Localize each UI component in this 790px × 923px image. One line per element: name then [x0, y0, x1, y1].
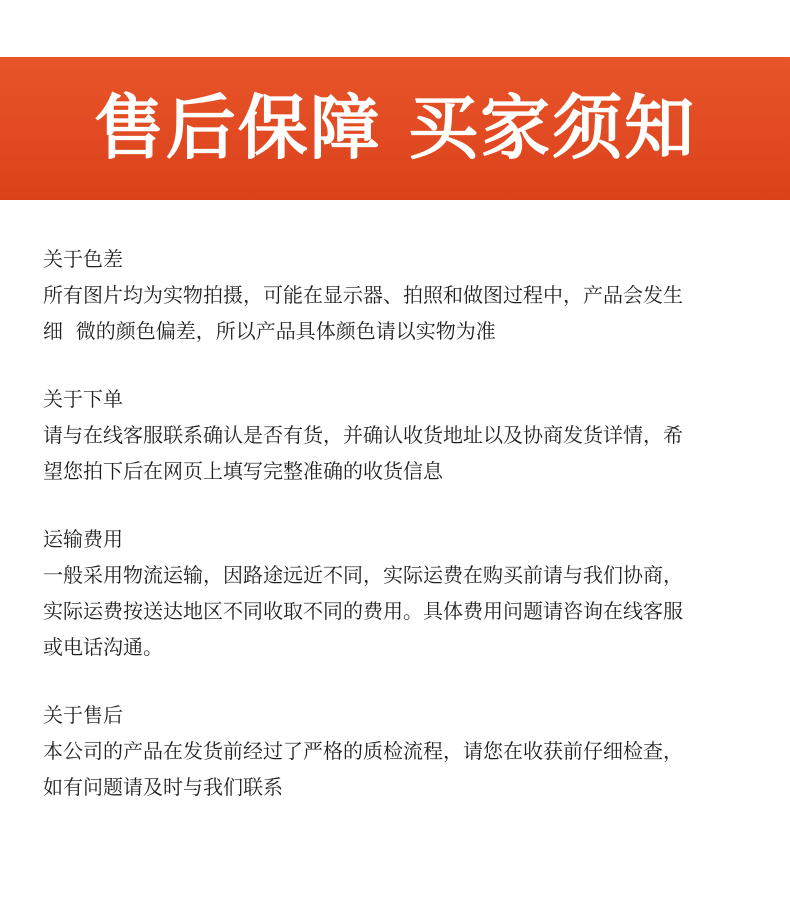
- section-title: 关于下单: [43, 387, 123, 411]
- section-text-line: 请与在线客服联系确认是否有货，并确认收货地址以及协商发货详情，希: [43, 423, 683, 447]
- section-text-line: 本公司的产品在发货前经过了严格的质检流程，请您在收获前仔细检查，: [43, 739, 683, 763]
- page-title: 售后保障 买家须知: [93, 86, 697, 169]
- section-title: 关于色差: [43, 247, 123, 271]
- section-color-difference: [43, 241, 753, 349]
- section-text-line: 望您拍下后在网页上填写完整准确的收货信息: [43, 459, 443, 483]
- section-ordering: [43, 381, 753, 489]
- section-after-sales: [43, 697, 753, 805]
- section-text-line: 细 微的颜色偏差，所以产品具体颜色请以实物为准: [43, 319, 496, 343]
- section-title: 运输费用: [43, 527, 123, 551]
- section-text-line: 一般采用物流运输，因路途远近不同，实际运费在购买前请与我们协商，: [43, 563, 683, 587]
- section-title: 关于售后: [43, 703, 123, 727]
- section-text-line: 实际运费按送达地区不同收取不同的费用。具体费用问题请咨询在线客服: [43, 599, 683, 623]
- header-banner: [0, 57, 790, 200]
- section-shipping-fee: [43, 521, 753, 665]
- section-text-line: 或电话沟通。: [43, 635, 163, 659]
- notice-content: [43, 241, 753, 805]
- section-text-line: 如有问题请及时与我们联系: [43, 775, 283, 799]
- section-text-line: 所有图片均为实物拍摄，可能在显示器、拍照和做图过程中，产品会发生: [43, 283, 683, 307]
